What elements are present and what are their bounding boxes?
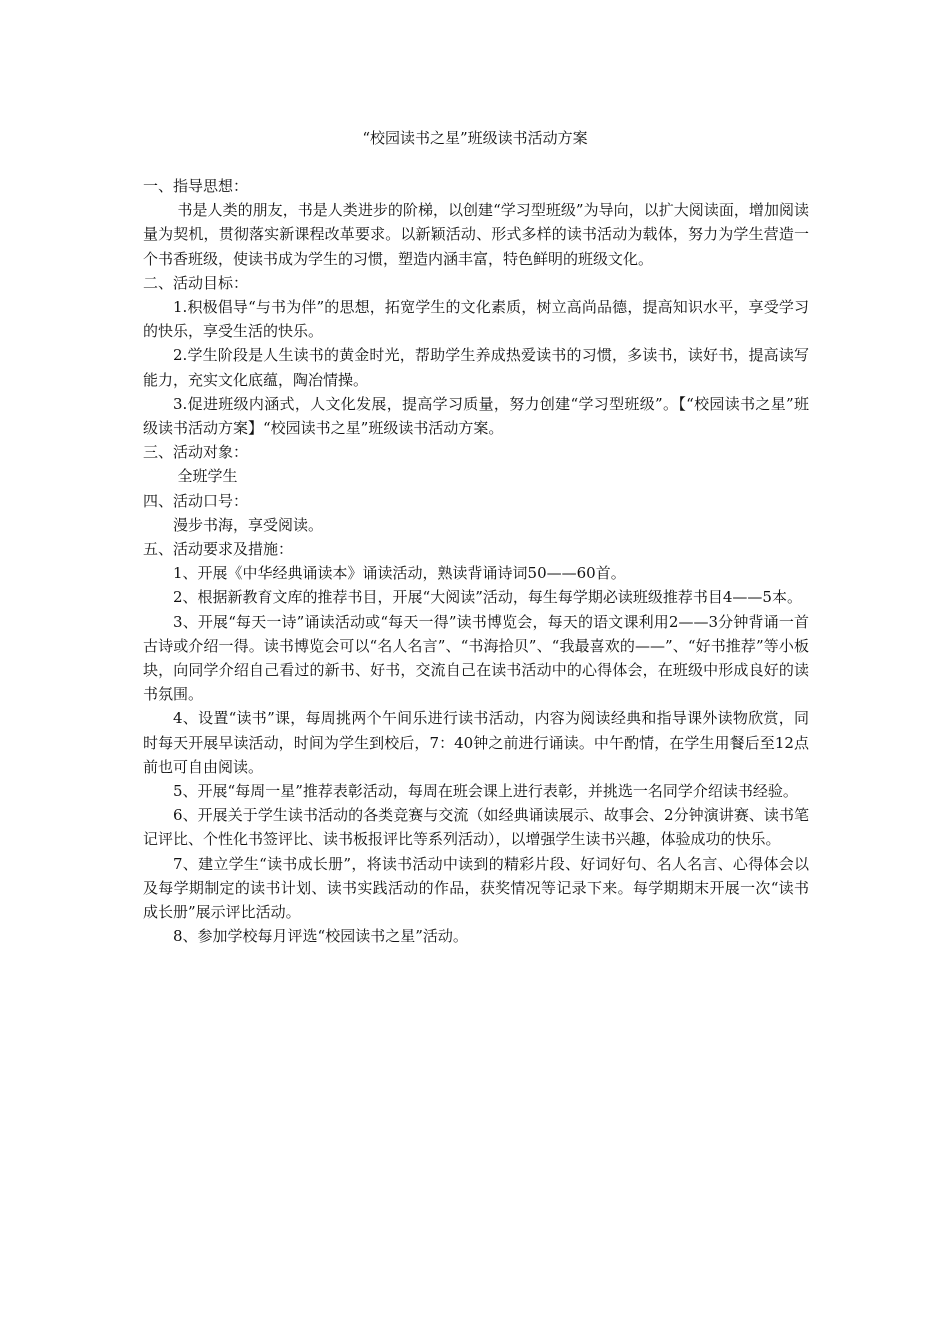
section-heading-activity-target: 三、活动对象： [143, 443, 249, 462]
document-title: “校园读书之星”班级读书活动方案 [362, 129, 588, 147]
paragraph-requirement-6: 6、开展关于学生读书活动的各类竞赛与交流（如经典诵读展示、故事会、2分钟演讲赛、读书笔记评比、个性化书签评比、读书板报评比等系列活动），以增强学生读书兴趣，体验成功的快乐。 [143, 806, 809, 849]
paragraph-goal-1: 1.积极倡导“与书为伴”的思想，拓宽学生的文化素质，树立高尚品德，提高知识水平，享受学习的快乐，享受生活的快乐。 [143, 298, 809, 341]
paragraph-goal-2: 2.学生阶段是人生读书的黄金时光，帮助学生养成热爱读书的习惯，多读书，读好书，提高读写能力，充实文化底蕴，陶冶情操。 [143, 346, 809, 389]
paragraph-requirement-5: 5、开展“每周一星”推荐表彰活动，每周在班会课上进行表彰，并挑选一名同学介绍读书经验。 [173, 782, 798, 801]
paragraph-activity-slogan: 漫步书海，享受阅读。 [173, 515, 324, 534]
paragraph-requirement-3: 3、开展“每天一诗”诵读活动或“每天一得”读书博览会，每天的语文课利用2——3分钟背诵一首古诗或介绍一得。读书博览会可以“名人名言”、“书海拾贝”、“我最喜欢的——”、“好书推荐”等小板块，向同学介绍自己看过的新书、好书，交流自己在读书活动中的心得体会，在班级中形成良好的读书氛围。 [143, 612, 809, 704]
paragraph-requirement-4: 4、设置“读书”课，每周挑两个午间乐进行读书活动，内容为阅读经典和指导课外读物欣赏，同时每天开展早读活动，时间为学生到校后，7：40钟之前进行诵读。中午酌情，在学生用餐后至12点前也可自由阅读。 [143, 709, 809, 776]
paragraph-requirement-8: 8、参加学校每月评选“校园读书之星”活动。 [173, 927, 468, 946]
section-heading-guiding-ideology: 一、指导思想： [143, 177, 249, 195]
paragraph-goal-3: 3.促进班级内涵式，人文化发展，提高学习质量，努力创建“学习型班级”。【“校园读书之星”班级读书活动方案】“校园读书之星”班级读书活动方案。 [143, 394, 809, 438]
section-heading-requirements: 五、活动要求及措施： [143, 540, 294, 559]
paragraph-requirement-1: 1、开展《中华经典诵读本》诵读活动，熟读背诵诗词50——60首。 [173, 564, 626, 583]
paragraph-guiding-ideology: 书是人类的朋友，书是人类进步的阶梯，以创建“学习型班级”为导向，以扩大阅读面，增加阅读量为契机，贯彻落实新课程改革要求。以新颖活动、形式多样的读书活动为载体，努力为学生营造一个书香班级，使读书成为学生的习惯，塑造内涵丰富，特色鲜明的班级文化。 [143, 201, 809, 268]
document-body [143, 174, 809, 949]
paragraph-requirement-2: 2、根据新教育文库的推荐书目，开展“大阅读”活动，每生每学期必读班级推荐书目4——5本。 [173, 588, 802, 607]
paragraph-activity-target: 全班学生 [177, 467, 238, 486]
paragraph-requirement-7: 7、建立学生“读书成长册”，将读书活动中读到的精彩片段、好词好句、名人名言、心得体会以及每学期制定的读书计划、读书实践活动的作品，获奖情况等记录下来。每学期期末开展一次“读书成长册”展示评比活动。 [143, 854, 809, 922]
section-heading-activity-slogan: 四、活动口号： [143, 491, 249, 510]
section-heading-activity-goals: 二、活动目标： [143, 273, 249, 292]
